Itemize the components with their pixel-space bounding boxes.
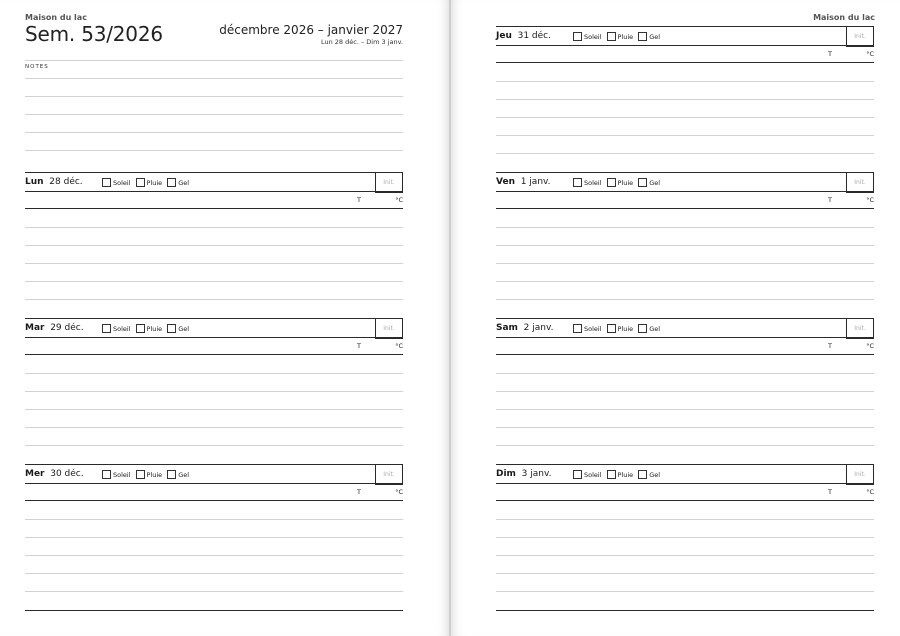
month-range: décembre 2026 – janvier 2027 [219,23,403,37]
checkbox-box[interactable] [136,470,145,479]
checkbox-box[interactable] [102,470,111,479]
weather-label: Pluie [617,32,634,41]
init-field[interactable]: Init. [375,318,403,339]
day-weekday: Jeu [496,31,512,41]
weather-label: Gel [178,324,190,333]
checkbox-box[interactable] [573,470,582,479]
day-date: 30 déc. [50,469,84,479]
writing-line [496,519,874,520]
writing-line [25,96,403,97]
day-title [25,323,84,333]
weather-checkbox-soleil[interactable] [573,470,602,479]
writing-line [25,537,403,538]
week-title: Sem. 53/2026 [25,22,163,46]
day-weekday: Lun [25,177,44,187]
day-weekday: Ven [496,177,515,187]
weather-checkbox-pluie[interactable] [136,178,163,187]
writing-line [496,537,874,538]
writing-line [25,445,403,446]
checkbox-box[interactable] [136,324,145,333]
checkbox-box[interactable] [102,178,111,187]
writing-line [25,573,403,574]
brand-label: Maison du lac [25,13,87,22]
right-page [451,0,900,636]
init-field[interactable]: Init. [846,318,874,339]
temperature-unit: °C [866,488,874,496]
weather-label: Pluie [617,470,634,479]
writing-line [496,299,874,300]
day-header [496,464,874,484]
weather-checkbox-gel[interactable] [638,178,660,187]
weather-checks [102,470,194,479]
temperature-label: T [357,342,361,350]
temperature-label: T [828,488,832,496]
writing-line [25,114,403,115]
weather-checks [573,470,665,479]
checkbox-box[interactable] [167,470,176,479]
day-date: 31 déc. [517,31,551,41]
weather-label: Pluie [617,178,634,187]
section-rule [25,610,403,611]
day-header [25,318,403,338]
writing-line [25,373,403,374]
writing-line [496,117,874,118]
weather-checkbox-soleil[interactable] [573,324,602,333]
weather-checkbox-pluie[interactable] [607,470,634,479]
section-rule [496,610,874,611]
writing-line [496,227,874,228]
day-header [25,464,403,484]
day-title [496,31,551,41]
checkbox-box[interactable] [167,178,176,187]
writing-line [496,245,874,246]
temperature-label: T [828,196,832,204]
checkbox-box[interactable] [638,178,647,187]
writing-line [25,60,403,61]
weather-checkbox-pluie[interactable] [136,470,163,479]
date-range: Lun 28 déc. – Dim 3 janv. [320,38,403,46]
weather-label: Gel [649,32,661,41]
day-title [496,177,551,187]
day-date: 28 déc. [49,177,83,187]
weather-checks [573,178,665,187]
weather-checks [102,178,194,187]
day-weekday: Dim [496,469,516,479]
weather-label: Soleil [584,324,602,333]
day-date: 29 déc. [50,323,84,333]
weather-label: Pluie [617,324,634,333]
weather-label: Soleil [584,32,602,41]
writing-line [496,135,874,136]
writing-line [496,81,874,82]
checkbox-box[interactable] [638,470,647,479]
checkbox-box[interactable] [573,324,582,333]
writing-line [25,150,403,151]
temperature-label: T [357,196,361,204]
weather-label: Pluie [146,470,163,479]
writing-line [496,391,874,392]
checkbox-box[interactable] [102,324,111,333]
checkbox-box[interactable] [573,178,582,187]
weather-label: Gel [178,178,190,187]
temperature-label: T [828,342,832,350]
day-header [496,318,874,338]
left-page [0,0,449,636]
day-header [496,26,874,46]
temperature-unit: °C [866,196,874,204]
writing-line [25,281,403,282]
weather-checkbox-gel[interactable] [638,32,660,41]
writing-line [25,409,403,410]
day-title [25,469,84,479]
init-field[interactable]: Init. [846,464,874,485]
weather-label: Gel [649,178,661,187]
init-field[interactable]: Init. [846,26,874,47]
weather-checks [573,32,665,41]
day-title [25,177,83,187]
weather-label: Gel [649,324,661,333]
writing-line [25,427,403,428]
weather-checkbox-pluie[interactable] [607,324,634,333]
checkbox-box[interactable] [607,178,616,187]
weather-checkbox-soleil[interactable] [573,178,602,187]
weather-checks [102,324,194,333]
weather-checkbox-soleil[interactable] [102,178,131,187]
checkbox-box[interactable] [638,324,647,333]
weather-checkbox-pluie[interactable] [607,32,634,41]
checkbox-box[interactable] [136,178,145,187]
temperature-row [25,484,403,501]
temperature-unit: °C [395,342,403,350]
weather-label: Soleil [584,470,602,479]
init-field[interactable]: Init. [375,172,403,193]
weather-label: Soleil [113,470,131,479]
brand-label: Maison du lac [813,13,875,22]
writing-line [496,409,874,410]
checkbox-box[interactable] [573,32,582,41]
weather-label: Pluie [146,324,163,333]
checkbox-box[interactable] [638,32,647,41]
temperature-row [25,338,403,355]
temperature-row [496,484,874,501]
weather-checkbox-gel[interactable] [167,178,189,187]
writing-line [25,263,403,264]
checkbox-box[interactable] [607,470,616,479]
weather-checkbox-gel[interactable] [638,324,660,333]
day-header [25,172,403,192]
weather-checkbox-soleil[interactable] [102,324,131,333]
writing-line [25,227,403,228]
writing-line [25,391,403,392]
temperature-unit: °C [395,196,403,204]
checkbox-box[interactable] [607,32,616,41]
day-header [496,172,874,192]
weather-label: Gel [178,470,190,479]
checkbox-box[interactable] [607,324,616,333]
writing-line [496,153,874,154]
weather-label: Pluie [146,178,163,187]
writing-line [25,519,403,520]
temperature-row [25,192,403,209]
temperature-label: T [828,50,832,58]
weather-label: Soleil [113,324,131,333]
temperature-unit: °C [866,50,874,58]
writing-line [25,555,403,556]
day-date: 1 janv. [520,177,551,187]
weather-checkbox-gel[interactable] [638,470,660,479]
temperature-label: T [357,488,361,496]
init-field[interactable]: Init. [846,172,874,193]
weather-checkbox-soleil[interactable] [573,32,602,41]
writing-line [496,555,874,556]
weather-label: Gel [649,470,661,479]
writing-line [496,427,874,428]
writing-line [25,591,403,592]
weather-checkbox-pluie[interactable] [136,324,163,333]
notes-label: NOTES [25,64,49,70]
temperature-unit: °C [866,342,874,350]
writing-line [496,263,874,264]
day-title [496,469,551,479]
weather-checkbox-soleil[interactable] [102,470,131,479]
weather-checkbox-gel[interactable] [167,470,189,479]
temperature-unit: °C [395,488,403,496]
day-weekday: Mar [25,323,45,333]
writing-line [496,281,874,282]
temperature-row [496,192,874,209]
weather-checks [573,324,665,333]
temperature-row [496,338,874,355]
checkbox-box[interactable] [167,324,176,333]
writing-line [496,99,874,100]
weather-label: Soleil [113,178,131,187]
writing-line [496,373,874,374]
writing-line [496,445,874,446]
writing-line [496,573,874,574]
writing-line [496,591,874,592]
day-date: 2 janv. [523,323,554,333]
weather-label: Soleil [584,178,602,187]
day-title [496,323,553,333]
init-field[interactable]: Init. [375,464,403,485]
weather-checkbox-gel[interactable] [167,324,189,333]
weather-checkbox-pluie[interactable] [607,178,634,187]
writing-line [25,299,403,300]
temperature-row [496,46,874,63]
writing-line [25,78,403,79]
day-date: 3 janv. [521,469,552,479]
writing-line [25,245,403,246]
day-weekday: Sam [496,323,518,333]
writing-line [25,132,403,133]
day-weekday: Mer [25,469,45,479]
